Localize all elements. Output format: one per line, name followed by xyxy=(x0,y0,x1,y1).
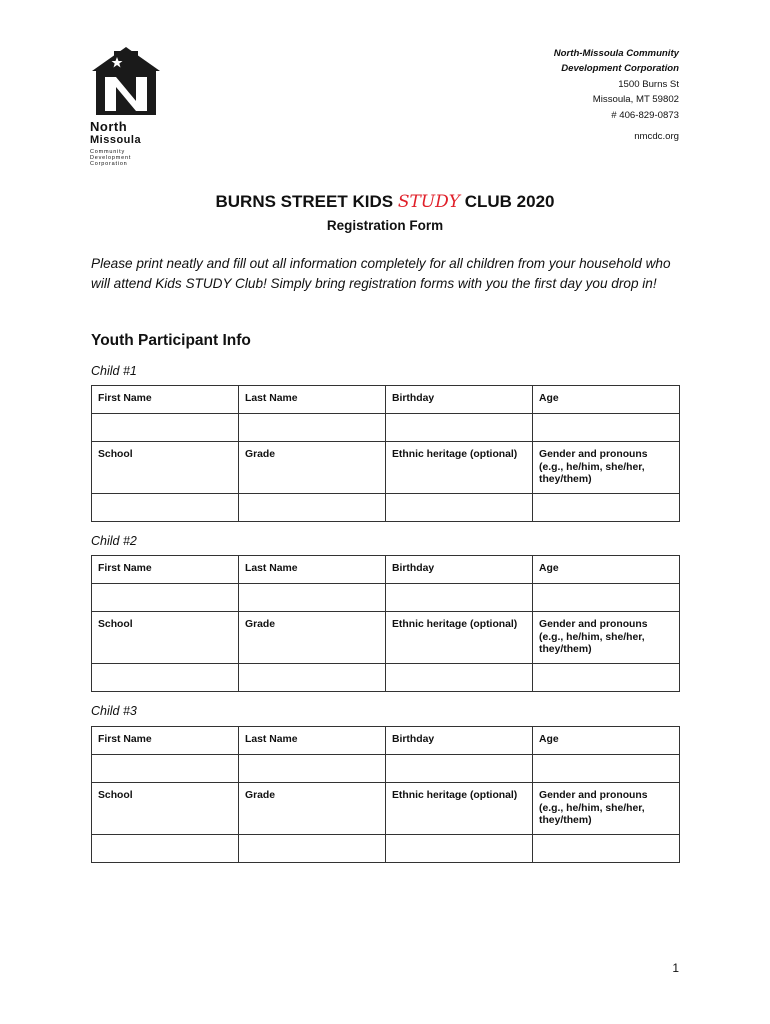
age-header: Age xyxy=(533,556,680,584)
grade-header: Grade xyxy=(239,442,386,494)
logo-line-3: Community Development Corporation xyxy=(90,149,132,167)
school-field[interactable] xyxy=(92,664,239,692)
child-3-label: Child #3 xyxy=(91,704,137,718)
gender-pronouns-header: Gender and pronouns (e.g., he/him, she/her, they/them) xyxy=(533,783,680,835)
birthday-field[interactable] xyxy=(386,755,533,783)
age-header: Age xyxy=(533,386,680,414)
grade-header: Grade xyxy=(239,612,386,664)
age-header: Age xyxy=(533,727,680,755)
org-name-line-2: Development Corporation xyxy=(561,63,679,75)
school-field[interactable] xyxy=(92,835,239,863)
ethnic-heritage-field[interactable] xyxy=(386,494,533,522)
school-header: School xyxy=(92,612,239,664)
birthday-header: Birthday xyxy=(386,727,533,755)
gender-pronouns-header: Gender and pronouns (e.g., he/him, she/her, they/them) xyxy=(533,612,680,664)
last-name-header: Last Name xyxy=(239,386,386,414)
page-subtitle: Registration Form xyxy=(326,218,444,233)
age-field[interactable] xyxy=(533,414,680,442)
org-name-line-1: North-Missoula Community xyxy=(553,48,679,59)
page-number: 1 xyxy=(672,961,679,975)
child-1-table xyxy=(91,385,680,522)
last-name-field[interactable] xyxy=(239,755,386,783)
intro-paragraph: Please print neatly and fill out all information completely for all children from your household who will attend Kids STUDY Club! Simply bring registration forms with you the first day you drop in! xyxy=(91,256,671,291)
ethnic-heritage-header: Ethnic heritage (optional) xyxy=(386,442,533,494)
grade-header: Grade xyxy=(239,783,386,835)
grade-field[interactable] xyxy=(239,835,386,863)
school-header: School xyxy=(92,442,239,494)
nmcdc-logo xyxy=(90,45,162,167)
page-title xyxy=(0,192,770,212)
last-name-field[interactable] xyxy=(239,584,386,612)
house-n-logo-icon xyxy=(90,45,162,117)
org-contact-block xyxy=(554,46,679,144)
title-part-2: CLUB 2020 xyxy=(464,192,555,211)
grade-field[interactable] xyxy=(239,664,386,692)
org-phone: # 406-829-0873 xyxy=(611,109,679,121)
logo-line-2: Missoula xyxy=(90,134,142,146)
section-title: Youth Participant Info xyxy=(91,332,251,349)
title-part-1: BURNS STREET KIDS xyxy=(215,192,394,211)
title-highlight: STUDY xyxy=(397,192,460,212)
gender-pronouns-header: Gender and pronouns (e.g., he/him, she/her, they/them) xyxy=(533,442,680,494)
age-field[interactable] xyxy=(533,755,680,783)
child-2-table xyxy=(91,555,680,692)
school-header: School xyxy=(92,783,239,835)
ethnic-heritage-header: Ethnic heritage (optional) xyxy=(386,612,533,664)
child-3-table xyxy=(91,726,680,863)
gender-pronouns-field[interactable] xyxy=(533,664,680,692)
age-field[interactable] xyxy=(533,584,680,612)
org-address-2: Missoula, MT 59802 xyxy=(592,94,679,106)
org-website: nmcdc.org xyxy=(634,131,679,143)
last-name-header: Last Name xyxy=(239,556,386,584)
org-address-1: 1500 Burns St xyxy=(618,78,679,90)
first-name-field[interactable] xyxy=(92,414,239,442)
birthday-header: Birthday xyxy=(386,556,533,584)
first-name-header: First Name xyxy=(92,556,239,584)
first-name-header: First Name xyxy=(92,727,239,755)
first-name-field[interactable] xyxy=(92,584,239,612)
ethnic-heritage-header: Ethnic heritage (optional) xyxy=(386,783,533,835)
ethnic-heritage-field[interactable] xyxy=(386,664,533,692)
logo-line-1: North xyxy=(90,119,128,134)
child-2-label: Child #2 xyxy=(91,534,137,548)
last-name-header: Last Name xyxy=(239,727,386,755)
ethnic-heritage-field[interactable] xyxy=(386,835,533,863)
birthday-header: Birthday xyxy=(386,386,533,414)
first-name-field[interactable] xyxy=(92,755,239,783)
birthday-field[interactable] xyxy=(386,414,533,442)
first-name-header: First Name xyxy=(92,386,239,414)
gender-pronouns-field[interactable] xyxy=(533,835,680,863)
grade-field[interactable] xyxy=(239,494,386,522)
birthday-field[interactable] xyxy=(386,584,533,612)
school-field[interactable] xyxy=(92,494,239,522)
child-1-label: Child #1 xyxy=(91,364,137,378)
last-name-field[interactable] xyxy=(239,414,386,442)
gender-pronouns-field[interactable] xyxy=(533,494,680,522)
